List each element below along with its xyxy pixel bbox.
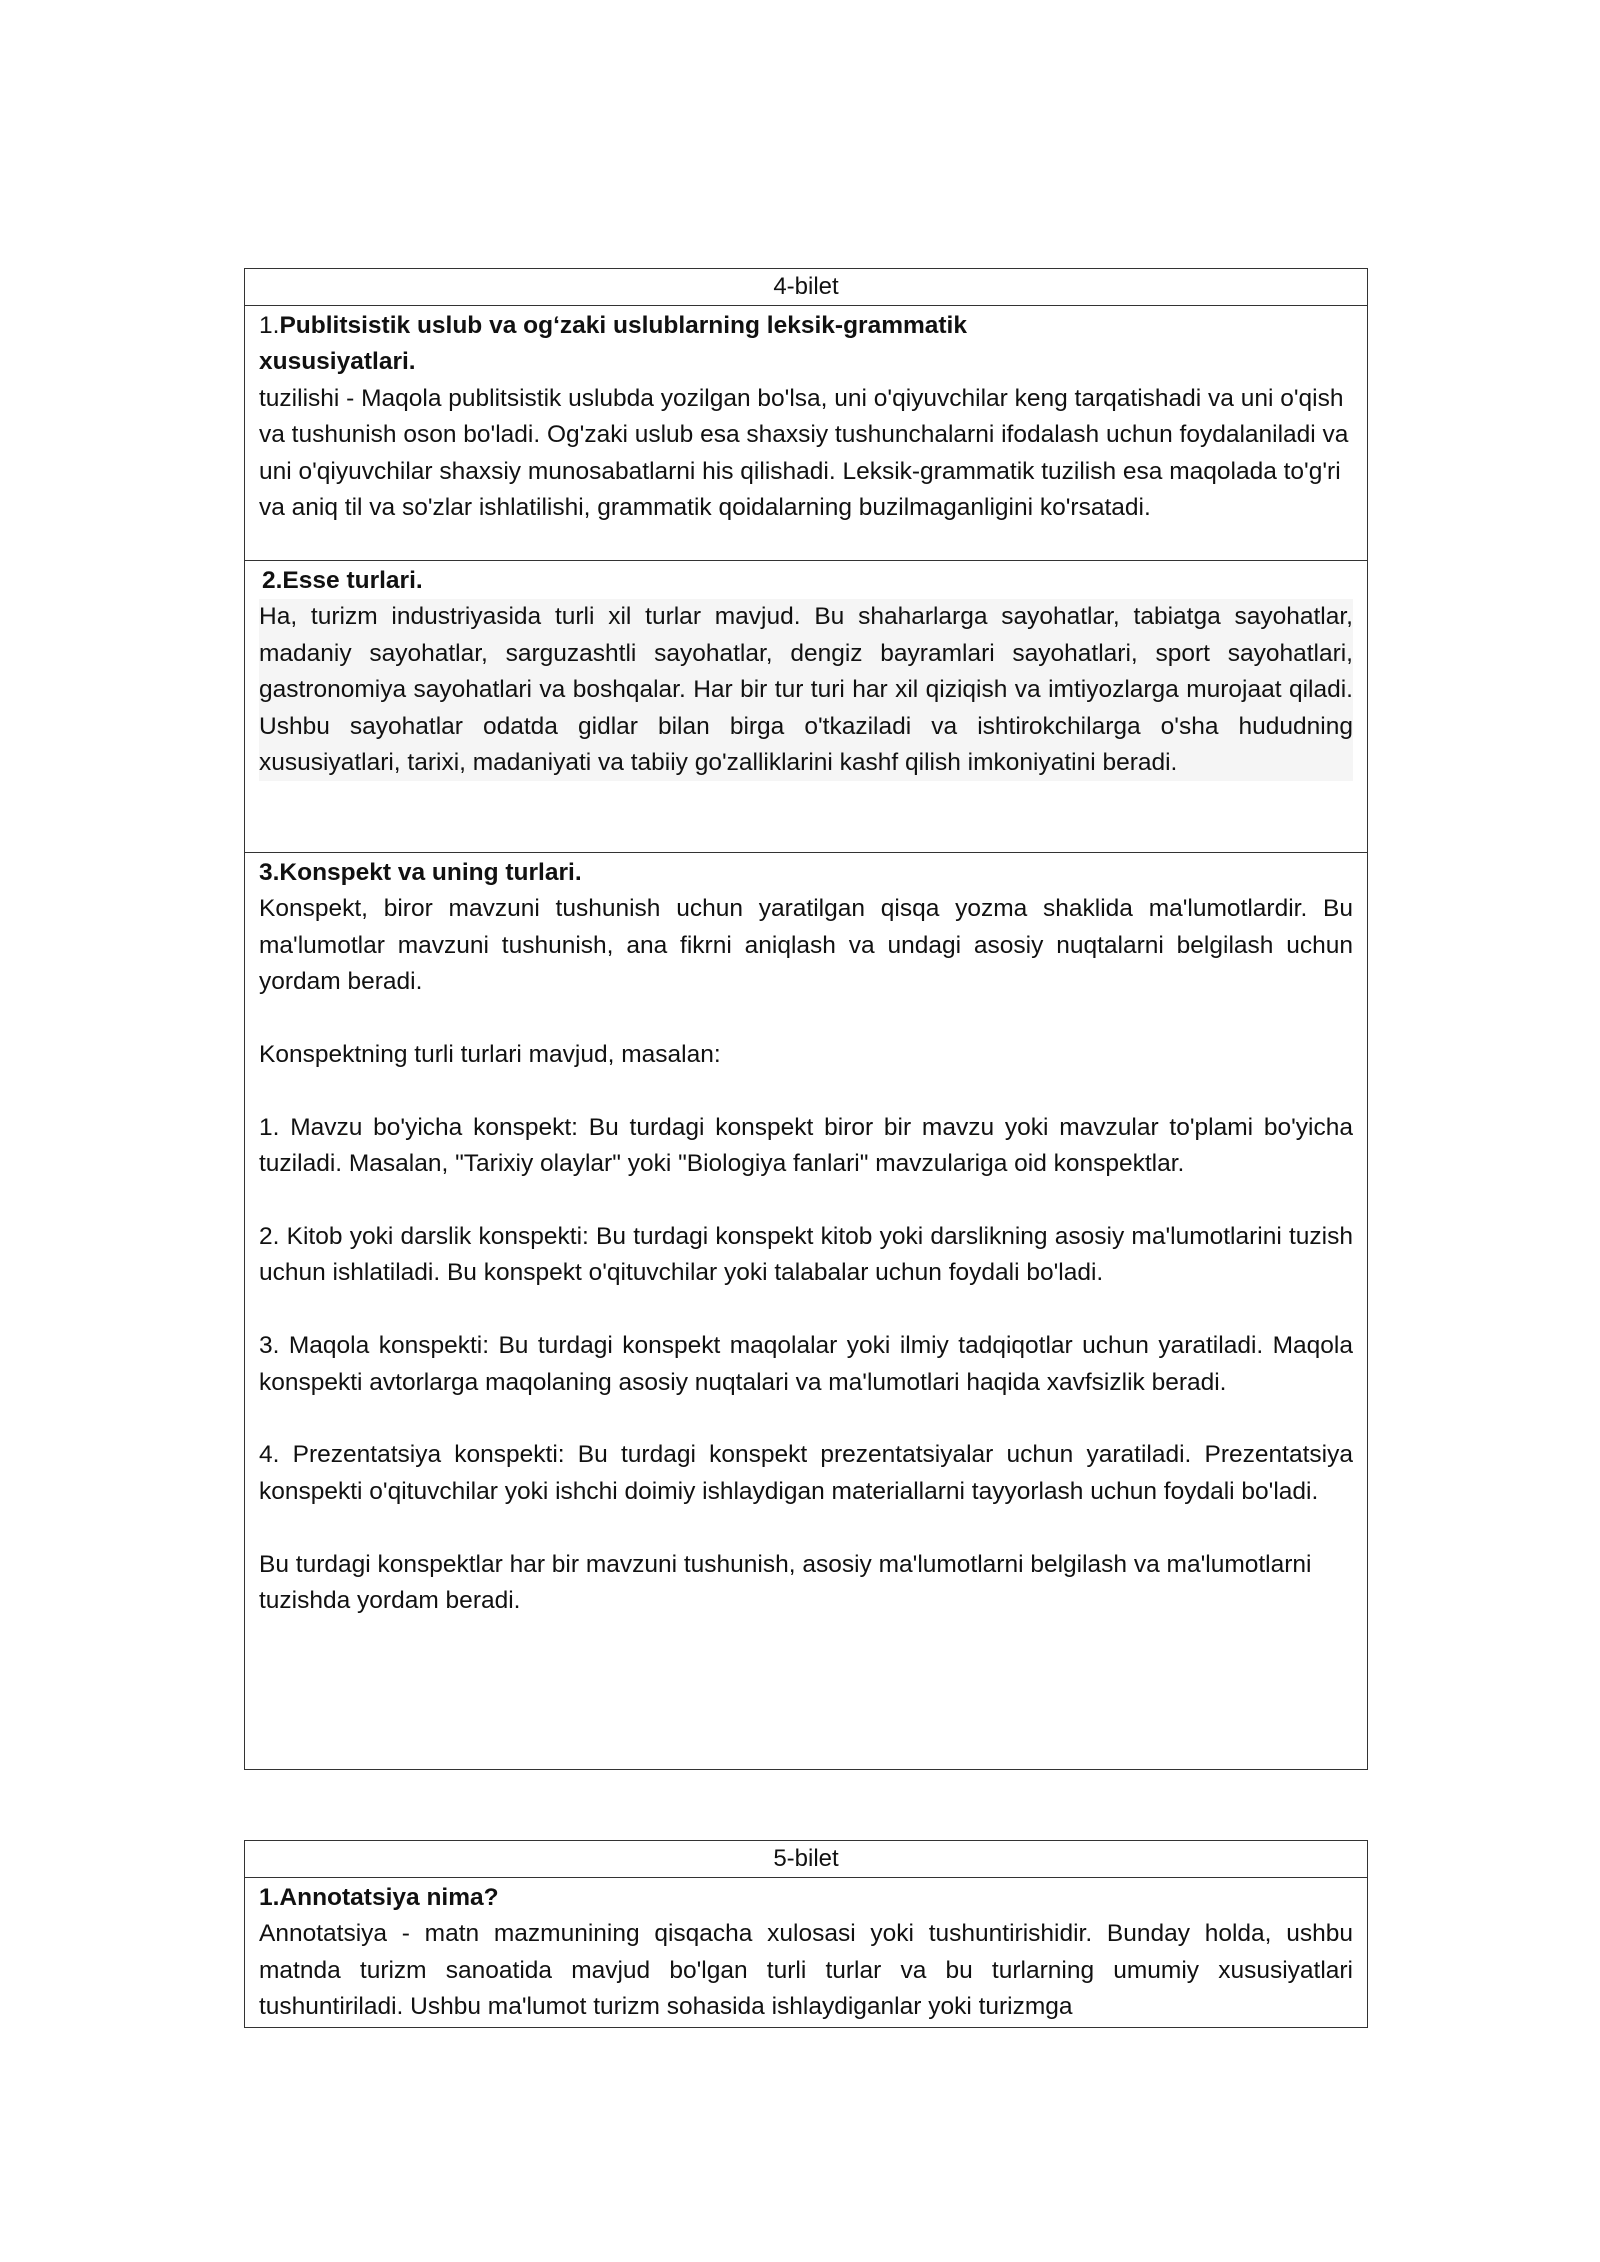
answer-text: Annotatsiya - matn mazmunining qisqacha xulosasi yoki tushuntirishidir. Bunday holda, ushbu matnda turizm sanoatida mavjud bo'lgan turli turlar va bu turlarning umumiy xususiyatlari tushuntiriladi. Ushbu ma'lumot turizm sohasida ishlaydiganlar yoki turizmga xyxy=(259,1920,1353,2021)
question-title: 2.Esse turlari. xyxy=(262,567,423,594)
answer-intro: Konspekt, biror mavzuni tushunish uchun yaratilgan qisqa yozma shaklida ma'lumotlardir. Bu ma'lumotlar mavzuni tushunish, ana fikrni aniqlash va undagi asosiy nuqtalarni belgilash uchun yordam beradi. xyxy=(259,895,1353,996)
question-title: 1.Annotatsiya nima? xyxy=(259,1884,499,1911)
question-1 xyxy=(245,306,1367,561)
question-title-line-2: xususiyatlari. xyxy=(259,348,416,376)
ticket-4 xyxy=(244,268,1368,1770)
list-item: 4. Prezentatsiya konspekti: Bu turdagi konspekt prezentatsiyalar uchun yaratiladi. Prezentatsiya konspekti o'qituvchilar yoki ishchi doimiy ishlaydigan materiallarni tayyorlash uchun foydali bo'ladi. xyxy=(259,1441,1353,1505)
ticket-5 xyxy=(244,1840,1368,2028)
answer-conclusion: Bu turdagi konspektlar har bir mavzuni tushunish, asosiy ma'lumotlarni belgilash va ma'lumotlarni tuzishda yordam beradi. xyxy=(259,1550,1312,1615)
answer-text: Ha, turizm industriyasida turli xil turlar mavjud. Bu shaharlarga sayohatlar, tabiatga sayohatlar, madaniy sayohatlar, sarguzashtli sayohatlar, dengiz bayramlari sayohatlari, sport sayohatlari, gastronomiya sayohatlari va boshqalar. Har bir tur turi har xil qiziqish va imtiyozlarga murojaat qiladi. Ushbu sayohatlar odatda gidlar bilan birga o'tkaziladi va ishtirokchilarga o'sha hududning xususiyatlari, tarixi, madaniyati va tabiiy go'zalliklarini kashf qilish imkoniyatini beradi. xyxy=(259,599,1353,781)
answer-text: tuzilishi - Maqola publitsistik uslubda yozilgan bo'lsa, uni o'qiyuvchilar keng tarqatishadi va uni o'qish va tushunish oson bo'ladi. Og'zaki uslub esa shaxsiy tushunchalarni ifodalash uchun foydalaniladi va uni o'qiyuvchilar shaxsiy munosabatlarni his qilishadi. Leksik-grammatik tuzilish esa maqolada to'g'ri va aniq til va so'zlar ishlatilishi, grammatik qoidalarning buzilmaganligini ko'rsatadi. xyxy=(259,384,1349,522)
ticket-title: 5-bilet xyxy=(245,1841,1367,1878)
question-title xyxy=(259,308,1353,344)
question-2 xyxy=(245,561,1367,853)
question-3 xyxy=(245,853,1367,1769)
question-title: 3.Konspekt va uning turlari. xyxy=(259,859,582,886)
answer-lead: Konspektning turli turlari mavjud, masalan: xyxy=(259,1041,721,1069)
question-number: 1. xyxy=(259,312,280,339)
question-title-line-1: Publitsistik uslub va og‘zaki uslublarning leksik-grammatik xyxy=(279,312,967,339)
ticket-title: 4-bilet xyxy=(245,269,1367,306)
question-1 xyxy=(245,1878,1367,2026)
list-item: 2. Kitob yoki darslik konspekti: Bu turdagi konspekt kitob yoki darslikning asosiy ma'lumotlarini tuzish uchun ishlatiladi. Bu konspekt o'qituvchilar yoki talabalar uchun foydali bo'ladi. xyxy=(259,1223,1353,1287)
list-item: 3. Maqola konspekti: Bu turdagi konspekt maqolalar yoki ilmiy tadqiqotlar uchun yaratiladi. Maqola konspekti avtorlarga maqolaning asosiy nuqtalari va ma'lumotlari haqida xavfsizlik beradi. xyxy=(259,1332,1353,1396)
list-item: 1. Mavzu bo'yicha konspekt: Bu turdagi konspekt biror bir mavzu yoki mavzular to'plami bo'yicha tuziladi. Masalan, "Tarixiy olaylar" yoki "Biologiya fanlari" mavzulariga oid konspektlar. xyxy=(259,1113,1353,1178)
